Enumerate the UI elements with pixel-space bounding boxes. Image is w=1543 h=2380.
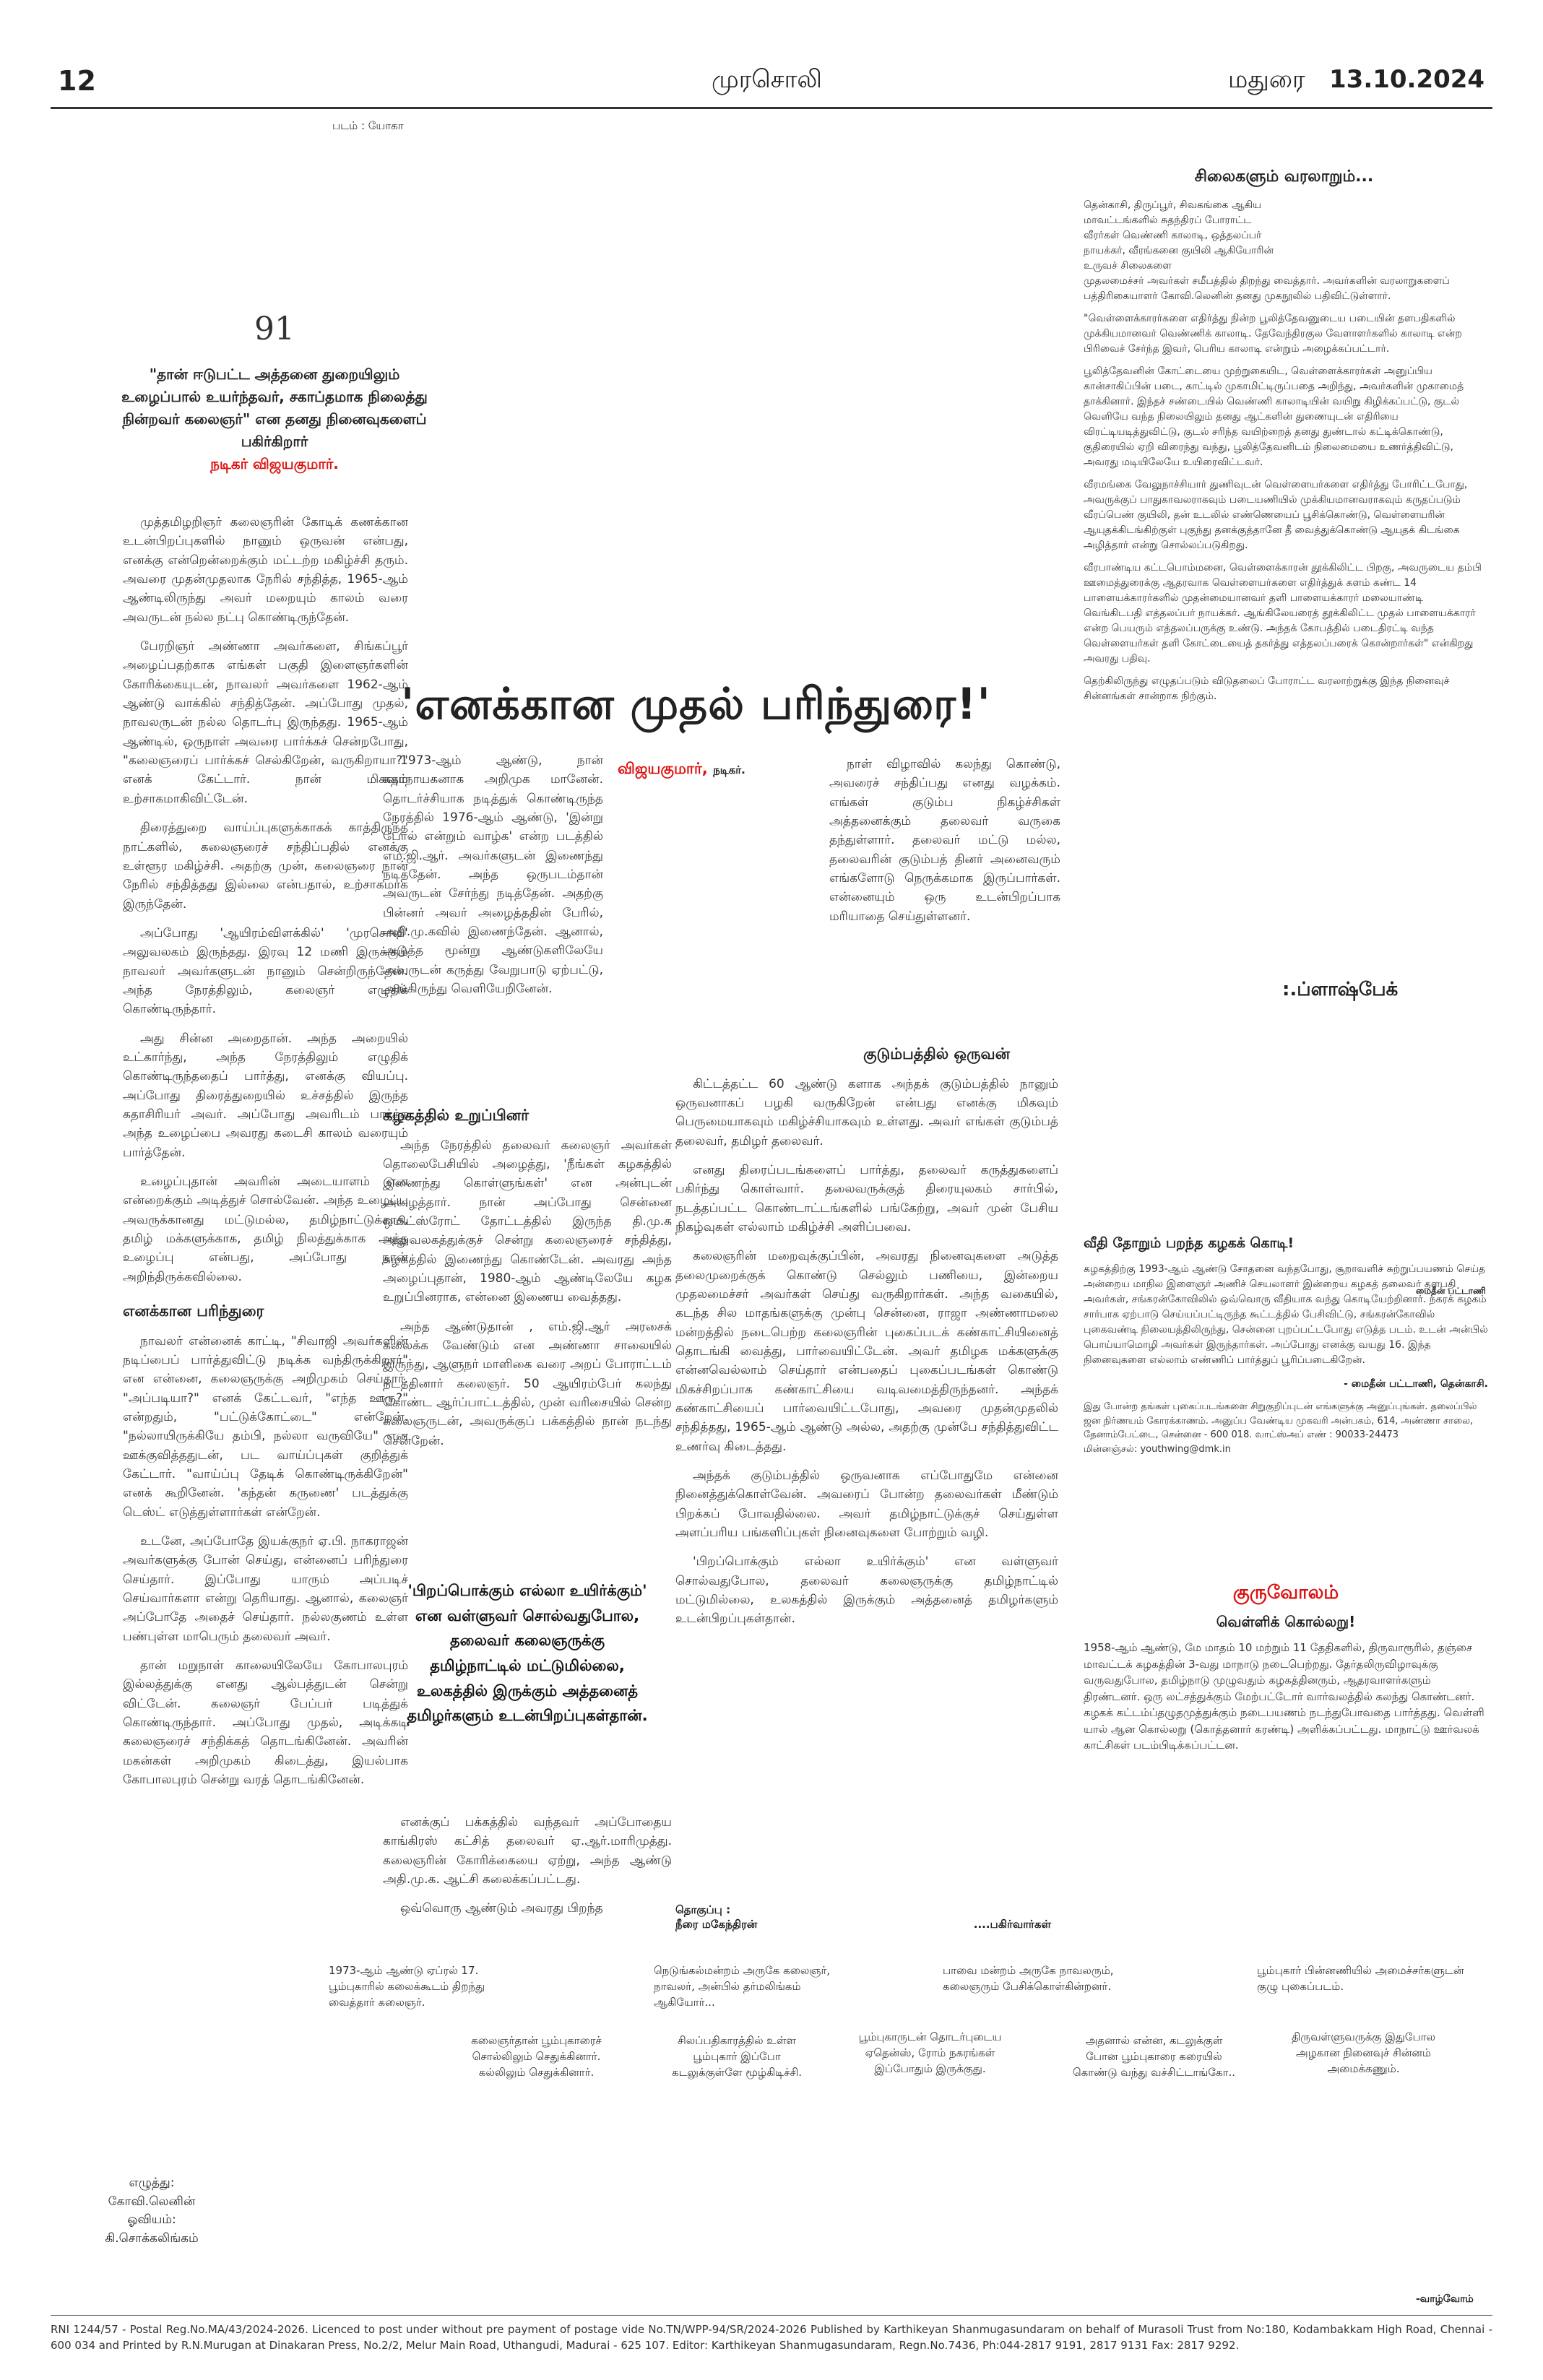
continues-marker: -வாழ்வோம்: [1416, 2293, 1474, 2305]
article-column-1: [123, 513, 408, 1800]
statues-paragraph: பூலித்தேவனின் கோட்டையை முற்றுகையிட, வெள்ளைக்காரர்கள் அனுப்பிய கான்சாகிப்பின் படை, காட்டில் முகாமிட்டிருப்பதை அறிந்து, அவர்களின் முகாமைத் தாக்கினார். இந்தச் சண்டையில் வெண்ணி காலாடியின் வயிறு கிழிக்கப்பட்டு, குடல் வெளியே வந்த நிலையிலும் தனது ஆட்களின் துணையுடன் எதிரியை விரட்டியடித்துவிட்டு, குடல் சரிந்த வயிற்றைத் தனது துண்டால் கட்டிக்கொண்டு, குதிரையில் ஏறி விரைந்து வந்து, பூலித்தேவனிடம் நிலைமையை உணர்த்திவிட்டு, அவரது மடியிலேயே உயிரைவிட்டவர்.: [1084, 365, 1464, 468]
paragraph: அந்தக் குடும்பத்தில் ஒருவனாக எப்போதுமே என்னை நினைத்துக்கொள்வேன். அவரைப் போன்ற தலைவர்கள் மீண்டும் பிறக்கப் போவதில்லை. அவர் தமிழ்நாட்டுக்குச் செய்துள்ள அளப்பரிய பங்களிப்புகள் நினைவுகளை போற்றும் வழி.: [675, 1468, 1058, 1541]
panel-caption: பூம்புகாருடன் தொடர்புடைய ஏதென்ஸ், ரோம் நகரங்கள் இப்போதும் இருக்குது.: [858, 2030, 1002, 2075]
kuruvolam-title: குருவோலம்: [1232, 1582, 1339, 1604]
header-rule: [51, 107, 1492, 109]
article-column-2: [383, 751, 603, 1008]
statues-title: சிலைகளும் வரலாறும்...: [1194, 168, 1374, 186]
subheading: குடும்பத்தில் ஒருவன்: [863, 1045, 1010, 1063]
kuruvolam-headline: வெள்ளிக் கொல்லறு!: [1216, 1613, 1356, 1630]
kuruvolam-box: [1084, 1582, 1488, 1754]
flashback-box: [1084, 1235, 1488, 1456]
statues-paragraph: தெற்கிலிருந்து எழுதப்படும் விடுதலைப் போராட்ட வரலாற்றுக்கு இந்த நினைவுச் சின்னங்கள் சான்றாக நிற்கும்.: [1084, 675, 1450, 702]
article-column-2b: [383, 1091, 672, 1461]
subheading: எனக்கான பரிந்துரை: [123, 1302, 264, 1320]
photo-credit: படம் : யோகா: [332, 119, 404, 132]
paragraph: ஒவ்வொரு ஆண்டும் அவரது பிறந்த: [400, 1901, 603, 1916]
statues-paragraph: வீரபாண்டிய கட்டபொம்மனை, வெள்ளைக்காரன் தூக்கிலிட்ட பிறகு, அவருடைய தம்பி ஊமைத்துரைக்கு ஆதரவாக வெள்ளையர்களை எதிர்த்துக் களம் கண்ட 14 பாளையக்காரர்களில் முதன்மையானவர் தளி பாளையக்காரர் மலையாண்டி வெங்கிடபதி எத்தலப்பர் நாயக்கர். ஆங்கிலேயரைத் தூக்கிலிட்ட முதல் பாளையக்காரர் என்ற பெயரும் எத்தலப்பருக்கு உண்டு. அந்தக் கோபத்தில் படைதிரட்டி வந்த வெள்ளையர்கள் தளி கோட்டையைத் தகர்த்து எத்தலப்பரைக் கொன்றார்கள்" என்கிறது அவரது பதிவு.: [1084, 562, 1482, 665]
paragraph: நாவலர் என்னைக் காட்டி, "சிவாஜி அவர்களின் நடிப்பைப் பார்த்துவிட்டு நடிக்க வந்திருக்கிறார்" என என்னை, கலைஞருக்கு அறிமுகம் செய்தார். "அப்படியா?" எனக் கேட்டவர், "எந்த ஊரு?" என்றதும், "பட்டுக்கோட்டை" என்றேன். "நல்லாயிருக்கியே தம்பி, நல்லா வருவியே" என ஊக்குவித்ததுடன், பட வாய்ப்புகள் குறித்துக் கேட்டார். "வாய்ப்பு தேடிக் கொண்டிருக்கிறேன்" எனக் கூறினேன். 'கந்தன் கருணை' படத்துக்கு டெஸ்ட் எடுத்துள்ளார்கள் என்றேன்.: [123, 1333, 408, 1520]
statues-paragraph: வீரமங்கை வேலுநாச்சியார் துணிவுடன் வெள்ளையர்களை எதிர்த்து போரிட்டபோது, அவருக்குப் பாதுகாவலராகவும் படையணியில் முக்கியமானவராகவும் கருதப்படும் வீரப்பெண் குயிலி, தன் உடலில் எண்ணெயைப் பூசிக்கொண்டு, வெள்ளையரின் ஆயுதக்கிடங்கிற்குள் புகுந்து தனக்குத்தானே தீ வைத்துக்கொண்டு ஆயுதக் கிடங்கை அழித்தார் என்று சொல்லப்படுகிறது.: [1084, 479, 1468, 551]
panel-caption: நெடுங்கல்மன்றம் அருகே கலைஞர், நாவலர், அன்பில் தர்மலிங்கம் ஆகியோர்...: [654, 1964, 831, 2009]
paragraph: தான் மறுநாள் காலையிலேயே கோபாலபுரம் இல்லத்துக்கு எனது ஆல்பத்துடன் சென்று விட்டேன். கலைஞர் பேப்பர் படித்துக் கொண்டிருந்தார். அப்போது முதல், அடிக்கடி கலைஞரைச் சந்திக்கத் தொடங்கினேன். அவரின் மகன்கள் அறிமுகம் கிடைத்து, இயல்பாக கோபாலபுரம் சென்று வரத் தொடங்கினேன்.: [123, 1658, 408, 1788]
statues-paragraph: "வெள்ளைக்காரர்களை எதிர்த்து நின்ற பூலித்தேவனுடைய படையின் தளபதிகளில் முக்கியமானவர் வெண்ணிக் காலாடி. தேவேந்திரகுல வேளாளர்களில் காலாடி என்ற பிரிவைச் சேர்ந்த இவர், பெரிய காலாடி என்றும் அழைக்கப்பட்டார்.: [1084, 313, 1462, 355]
flashback-body: கழகத்திற்கு 1993-ஆம் ஆண்டு சோதனை வந்தபோது, சூறாவளிச் சுற்றுப்பயணம் செய்த அன்றைய மாநில இளைஞர் அணிச் செயலாளர் இன்றைய கழகத் தலைவர் தளபதி அவர்கள், சங்கரன்கோவிலில் ஒவ்வொரு வீதியாக வந்து கொடியேற்றினார். நகரக் கழகம் சார்பாக ஏற்பாடு செய்யப்பட்டிருந்த கூட்டத்தில் பேசிவிட்டு, சங்கரன்கோவில் புகைவண்டி நிலையத்திலிருந்து, சென்னை புறப்பட்டபோது எடுத்த படம். உடன் அன்பில் பொய்யாமொழி அவர்கள் இருந்தார்கள். அப்போது எனக்கு வயது 16. இந்த நினைவுகளை எல்லாம் எண்ணிப் பார்த்துப் பூரிப்படைகிறேன்.: [1084, 1263, 1488, 1366]
compiled-name: நீரை மகேந்திரன்: [675, 1918, 758, 1931]
credits-block: [79, 2174, 224, 2248]
panel-caption: பூம்புகார் பின்னணியில் அமைச்சர்களுடன் குழு புகைப்படம்.: [1257, 1964, 1464, 1993]
panel-caption: அதனால் என்ன, கடலுக்குள் போன பூம்புகாரை கரையில் கொண்டு வந்து வச்சிட்டாங்கோ..: [1073, 2034, 1235, 2079]
statues-intro: தென்காசி, திருப்பூர், சிவகங்கை ஆகிய மாவட்டங்களில் சுதந்திரப் போராட்ட வீரர்கள் வெண்ணி காலாடி, ஒத்தலப்பர் நாயக்கர், வீரங்கனை குயிலி ஆகியோரின் உருவச் சிலைகளை: [1084, 199, 1274, 272]
paragraph: 'பிறப்பொக்கும் எல்லா உயிர்க்கும்' என வள்ளுவர் சொல்வதுபோல, தலைவர் கலைஞருக்கு தமிழ்நாட்டில் மட்டுமில்லை, உலகத்தில் இருக்கும் அத்தனைத் தமிழர்களும் உடன்பிறப்புகள்தான்.: [675, 1554, 1058, 1627]
kuruvolam-body: 1958-ஆம் ஆண்டு, மே மாதம் 10 மற்றும் 11 தேதிகளில், திருவாரூரில், தஞ்சை மாவட்டக் கழகத்தின் 3-வது மாநாடு நடைபெற்றது. தேர்தலிருவிழாவுக்கு வருவதுபோல, தமிழ்நாடு முழுவதும் கழகத்தினரும், ஆதரவாளர்களும் திரண்டனர். ஒரு லட்சத்துக்கும் மேற்பட்டோர் வார்வலத்தில் கலந்து கொண்டனர். கழகக் கட்டம்ப்தழுதமுத்துக்கும் நடைபயணம் நடந்துபோவதை பார்த்தது. வெள்ளி யால் ஆன கொல்லறு (கொத்தனார் கரண்டி) அளிக்கப்பட்டது. மாநாட்டு ஊர்வலக் காட்சிகள் படம்பிடிக்கப்பட்டன.: [1084, 1641, 1484, 1752]
panel-caption: திருவள்ளுவருக்கு இதுபோல அழகான நினைவுச் சின்னம் அமைக்கணும்.: [1292, 2030, 1435, 2075]
edition-date: 13.10.2024: [1329, 65, 1485, 94]
paragraph: அப்போது 'ஆயிரம்விளக்கில்' 'முரசொலி' அலுவலகம் இருந்தது. இரவு 12 மணி இருக்கும் நாவலர் அவர்களுடன் நானும் சென்றிருந்தேன். அந்த நேரத்திலும், கலைஞர் எழுதிக் கொண்டிருந்தார்.: [123, 925, 408, 1017]
flashback-invite: இது போன்ற தங்கள் புகைப்படங்களை சிறுகுறிப்புடன் எங்களுக்கு அனுப்புங்கள். தலைப்பில் ஜன நிர்ணயம் கோரக்காணம். அனுப்ப வேண்டிய முகவரி அன்பகம், 614, அண்ணா சாலை, தேனாம்பேட்டை, சென்னை - 600 018. வாட்ஸ்அப் எண் : 90033-24473: [1084, 1401, 1477, 1440]
paragraph: 1973-ஆம் ஆண்டு, நான் கதாநாயகனாக அறிமுக மானேன். தொடர்ச்சியாக நடித்துக் கொண்டிருந்த நேரத்தில் 1976-ஆம் ஆண்டு, 'இன்று போல் என்றும் வாழ்க' என்ற படத்தில் எம்.ஜி.ஆர். அவர்களுடன் இணைந்து நடித்தேன். அந்த ஒருபடம்தான் அவருடன் சேர்ந்து நடித்தேன். அதற்கு பின்னர் அவர் அழைத்ததின் பேரில், அதி.மு.கவில் இணைந்தேன். ஆனால், அடுத்த மூன்று ஆண்டுகளிலேயே அவருடன் கருத்து வேறுபாடு ஏற்பட்டு, அங்கிருந்து வெளியேறினேன்.: [383, 753, 603, 997]
writer-name: கோவி.லெனின்: [108, 2194, 196, 2209]
imprint-footer: RNI 1244/57 - Postal Reg.No.MA/43/2024-2026. Licenced to post under without pre payment of postage vide No.TN/WPP-94/SR/2024-2026 Published by Karthikeyan Shanmugasundaram on behalf of Murasoli Trust from No:180, Kodambakkam High Road, Chennai - 600 034 and Printed by R.N.Murugan at Dinakaran Press, No.2/2, Melur Main Road, Uthangudi, Madurai - 625 107. Editor: Karthikeyan Shanmugasundaram, Regn.No.7436, Ph:044-2817 9191, 2817 9131 Fax: 2817 9292.: [51, 2323, 1492, 2352]
compiled-label: தொகுப்பு :: [675, 1903, 731, 1916]
continues-note: ....பகிர்வார்கள்: [973, 1918, 1051, 1931]
paragraph: எனது திரைப்படங்களைப் பார்த்து, தலைவர் கருத்துகளைப் பகிர்ந்து கொள்வார். தலைவருக்குத் திரையுலகம் சார்பில், நடத்தப்பட்ட கொண்டாட்டங்களில் பங்கேற்று, அவர் முன் பேசிய நிகழ்வுகள் எல்லாம் மகிழ்ச்சி அளிப்பவை.: [675, 1162, 1058, 1234]
masthead: முரசொலி: [712, 65, 822, 94]
paragraph: கலைஞரின் மறைவுக்குப்பின், அவரது நினைவுகளை அடுத்த தலைமுறைக்குக் கொண்டு செல்லும் பணியை, இன்றைய முதலமைச்சர் அவர்கள் செய்து வருகிறார்கள். அந்த வகையில், கடந்த சில மாதங்களுக்கு முன்பு சென்னை, ராஜா அண்ணாமலை மன்றத்தில் நடைபெற்ற கலைஞரின் புகைப்படக் கண்காட்சியினைத் தொடங்கி வைத்து, பார்வையிட்டேன். அவர் தமிழக மக்களுக்கு என்னவெல்லாம் செய்தார் என்பதைப் புகைப்படங்கள் கொண்டு மிகச்சிறப்பாக கண்காட்சியை வடிவமைத்திருந்தனர். அந்தக் கண்காட்சியைப் பார்வையிட்டபோது, அவரை முதன்முதலில் சந்தித்தது, 1965-ஆம் ஆண்டு அல்ல, அதற்கு முன்பே சந்தித்துவிட்ட உணர்வு கிடைத்தது.: [675, 1249, 1058, 1454]
panel-caption: சிலப்பதிகாரத்தில் உள்ள பூம்புகார் இப்போ கடலுக்குள்ளே மூழ்கிடிச்சி.: [671, 2034, 803, 2079]
flashback-email: மின்னஞ்சல்: youthwing@dmk.in: [1084, 1443, 1231, 1455]
panel-caption: கலைஞர்தான் பூம்புகாரைச் சொல்லிலும் செதுக்கினார். கல்லிலும் செதுக்கினார்.: [471, 2034, 602, 2079]
intro-text: "தான் ஈடுபட்ட அத்தனை துறையிலும் உழைப்பால் உயர்ந்தவர், சகாப்தமாக நிலைத்து நின்றவர் கலைஞர்" என தனது நினைவுகளைப் பகிர்கிறார்: [121, 365, 428, 450]
paragraph: முத்தமிழறிஞர் கலைஞரின் கோடிக் கணக்கான உடன்பிறப்புகளில் நானும் ஒருவன் என்பது, எனக்கு என்றென்றைக்கும் மட்டற்ற மகிழ்ச்சி தரும். அவரை முதன்முதலாக நேரில் சந்தித்த, 1965-ஆம் ஆண்டிலிருந்து அவர் மறையும் காலம் வரை அவருடன் நல்ல நட்பு கொண்டிருந்தேன்.: [123, 515, 408, 625]
paragraph: கிட்டத்தட்ட 60 ஆண்டு களாக அந்தக் குடும்பத்தில் நானும் ஒருவனாகப் பழகி வருகிறேன் என்பது எனக்கு மிகவும் பெருமையாகவும் மகிழ்ச்சியாகவும் உள்ளது. அவர் எங்கள் குடும்பத் தலைவர், தமிழர் தலைவர்.: [675, 1076, 1058, 1148]
flashback-signature: - மைதீன் பட்டாணி, தென்காசி.: [1344, 1378, 1488, 1390]
page-number: 12: [58, 65, 96, 97]
flashback-title: :.ப்ளாஷ்பேக்: [1282, 979, 1399, 1000]
paragraph: பேரறிஞர் அண்ணா அவர்களை, சிங்கப்பூர் அழைப்பதற்காக எங்கள் பகுதி இளைஞர்களின் கோரிக்கையுடன், நாவலர் அவர்களை 1962-ஆம் ஆண்டு வாக்கில் சந்தித்தேன். அப்போது முதல், நாவலருடன் நல்ல தொடர்பு இருந்தது. 1965-ஆம் ஆண்டில், ஒருநாள் அவரை பார்க்கச் சென்றபோது, "கலைஞரைப் பார்க்கச் செல்கிறேன், வருகிறாயா?" எனக் கேட்டார். நான் மிகவும் உற்சாகமாகிவிட்டேன்.: [123, 639, 408, 806]
statues-intro-cont: முதலமைச்சர் அவர்கள் சமீபத்தில் திறந்து வைத்தார். அவர்களின் வரலாறுகளைப் பத்திரிகையாளர் கோவி.லெனின் தனது முகநூலில் பதிவிட்டுள்ளார்.: [1084, 275, 1450, 302]
flashback-author-tag: மைதீன் பட்டாணி: [1416, 1286, 1486, 1296]
article-column-2c: [383, 1813, 672, 1929]
article-column-3b: [675, 1029, 1058, 1639]
paragraph: திரைத்துறை வாய்ப்புகளுக்காகக் காத்திருந்த நாட்களில், கலைஞரைச் சந்திப்பதில் எனக்கு உள்ளூர மகிழ்ச்சி. அதற்கு முன், கலைஞரை நான் நேரில் சந்தித்தது இல்லை என்பதால், உற்சாகமாக இருந்தேன்.: [123, 821, 408, 912]
panel-caption: 1973-ஆம் ஆண்டு ஏப்ரல் 17. பூம்புகாரில் கலைக்கூடம் திறந்து வைத்தார் கலைஞர்.: [329, 1964, 485, 2009]
intro-box: [116, 311, 433, 475]
paragraph: உழைப்புதான் அவரின் அடையாளம் என என்றைக்கும் அடித்துச் சொல்வேன். அந்த உழைப்பு அவருக்கானது மட்டுமல்ல, தமிழ்நாட்டுக்காக, தமிழ் மக்களுக்காக, தமிழ் நிலத்துக்காக அந்த உழைப்பு என்பது, அப்போது நான் அறிந்திருக்கவில்லை.: [123, 1174, 408, 1284]
headline: 'எனக்கான முதல் பரிந்துரை!': [401, 679, 991, 730]
writer-label: எழுத்து:: [129, 2176, 175, 2190]
subheading: கழகத்தில் உறுப்பினர்: [383, 1107, 530, 1124]
byline-name: விஜயகுமார்,: [618, 760, 708, 777]
paragraph: உடனே, அப்போதே இயக்குநர் ஏ.பி. நாகராஜன் அவர்களுக்கு போன் செய்து, என்னைப் பரிந்துரை செய்தார். இப்போது யாரும் அப்படிச் செய்வார்களா என்று தெரியாது. ஆனால், கலைஞர் அப்போதே அதைச் செய்தார். நல்லகுணம் உள்ள பண்புள்ள மாபெரும் தலைவர் அவர்.: [123, 1534, 408, 1644]
footer-rule: [51, 2315, 1492, 2316]
statues-box: [1084, 168, 1484, 704]
paragraph: எனக்குப் பக்கத்தில் வந்தவர் அப்போதைய காங்கிரஸ் கட்சித் தலைவர் ஏ.ஆர்.மாரிமுத்து. கலைஞரின் கோரிக்கையை ஏற்று, அந்த ஆண்டு அதி.மு.க. ஆட்சி கலைக்கப்பட்டது.: [383, 1815, 672, 1887]
byline: [618, 760, 745, 779]
art-label: ஓவியம்:: [127, 2212, 176, 2227]
compiler-line: [675, 1903, 1066, 1932]
paragraph: அந்த ஆண்டுதான் , எம்.ஜி.ஆர் அரசைக் கலைக்க வேண்டும் என அண்ணா சாலையில் இருந்து, ஆளுநர் மாளிகை வரை அறப் போராட்டம் நடத்தினார் கலைஞர். 50 ஆயிரம்பேர் கலந்து கொண்ட ஆர்ப்பாட்டத்தில், முன் வரிசையில் சென்ற கலைஞருடன், அவருக்குப் பக்கத்தில் நான் நடந்து சென்றேன்.: [383, 1319, 672, 1448]
series-number: 91: [254, 311, 295, 347]
artist-name: கி.சொக்கலிங்கம்: [105, 2230, 199, 2246]
intro-name: நடிகர் விஜயகுமார்.: [210, 455, 339, 472]
paragraph: அந்த நேரத்தில் தலைவர் கலைஞர் அவர்கள் தொலைபேசியில் அழைத்து, 'நீங்கள் கழகத்தில் இணைந்து கொள்ளுங்கள்' என அன்புடன் அழைத்தார். நான் அப்போது சென்னை ஒயிட்ஸ்ரோட் தோட்டத்தில் இருந்த தி.மு.க அலுவலகத்துக்குச் சென்று கலைஞரைச் சந்தித்து, கழகத்தில் இணைந்து கொண்டேன். அவரது அந்த அழைப்புதான், 1980-ஆம் ஆண்டிலேயே கழக உறுப்பினராக, என்னை இணைய வைத்தது.: [383, 1138, 672, 1305]
panel-caption: பாவை மன்றம் அருகே நாவலரும், கலைஞரும் பேசிக்கொள்கின்றனர்.: [943, 1964, 1114, 1993]
byline-role: நடிகர்.: [713, 763, 745, 776]
edition-city: மதுரை: [1228, 65, 1305, 94]
article-column-3: [829, 755, 1060, 936]
paragraph: நாள் விழாவில் கலந்து கொண்டு, அவரைச் சந்திப்பது எனது வழக்கம். எங்கள் குடும்ப நிகழ்ச்சிகள் அத்தனைக்கும் தலைவர் வருகை தந்துள்ளார். தலைவர் மட்டு மல்ல, தலைவரின் குடும்பத் தினர் அனைவரும் எங்களோடு நெருக்கமாக இருப்பார்கள். என்னையும் ஒரு உடன்பிறப்பாக மரியாதை செய்துள்ளனர்.: [829, 757, 1060, 924]
pull-quote: 'பிறப்பொக்கும் எல்லா உயிர்க்கும்' என வள்ளுவர் சொல்வதுபோல, தலைவர் கலைஞருக்கு தமிழ்நாட்டில் மட்டுமில்லை, உலகத்தில் இருக்கும் அத்தனைத் தமிழர்களும் உடன்பிறப்புகள்தான்.: [407, 1582, 648, 1725]
paragraph: அது சின்ன அறைதான். அந்த அறையில் உட்கார்ந்து, அந்த நேரத்திலும் எழுதிக் கொண்டிருந்ததைப் பார்த்து, எனக்கு வியப்பு. அப்போது திரைத்துறையில் உச்சத்தில் இருந்த கதாசிரியர் அவர். அப்போது அவரிடம் பார்த்த அந்த உழைப்பை அவரது கடைசி காலம் வரையும் பார்த்தேன்.: [123, 1031, 408, 1160]
flashback-headline: வீதி தோறும் பறந்த கழகக் கொடி!: [1084, 1235, 1295, 1251]
